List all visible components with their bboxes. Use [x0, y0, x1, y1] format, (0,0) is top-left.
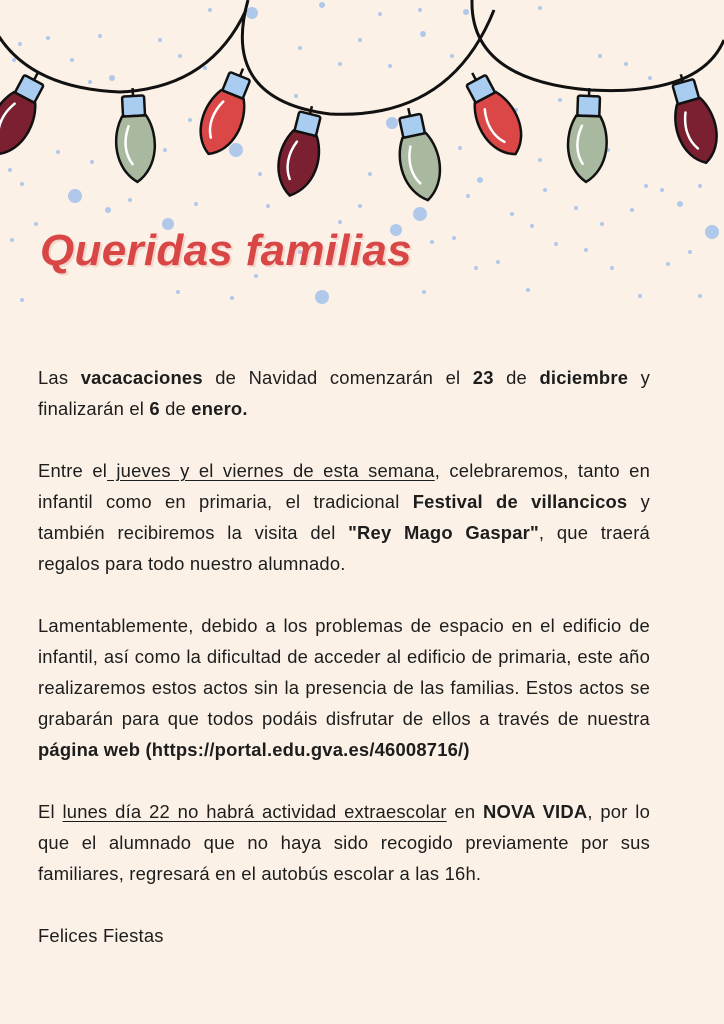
paragraph-festival: Entre el jueves y el viernes de esta semana, celebraremos, tanto en infantil como en primaria, el tradicional Festival de villancicos y también recibiremos la visita del "Rey Mago Gaspar", que traerá regalos para todo nuestro alumnado.	[38, 460, 650, 574]
bulb-green-1	[113, 87, 156, 183]
website-reference: página web (https://portal.edu.gva.es/46008716/)	[38, 739, 470, 760]
bulb-dark-red-1	[0, 64, 55, 163]
underlined-notice: lunes día 22 no habrá actividad extraescolar	[62, 801, 447, 822]
closing-greeting: Felices Fiestas	[38, 925, 164, 946]
bulb-green-2	[389, 104, 446, 204]
garland-wire	[0, 0, 724, 114]
letter-body	[38, 362, 650, 982]
bulb-green-3	[567, 87, 609, 182]
paragraph-holidays: Las vacacaciones de Navidad comenzarán el 23 de diciembre y finalizarán el 6 de enero.	[38, 367, 651, 419]
bulb-dark-red-2	[271, 102, 331, 201]
paragraph-no-families: Lamentablemente, debido a los problemas de espacio en el edificio de infantil, así como la dificultad de acceder al edificio de primaria, este año realizaremos estos actos sin la presencia de las familias. Estos actos se grabarán para que todos podáis disfrutar de ellos a través de nuestra página web (https://portal.edu.gva.es/46008716/)	[38, 615, 650, 760]
bulb-red-2	[455, 64, 532, 163]
bulb-red-1	[191, 61, 261, 161]
christmas-lights-garland	[0, 0, 724, 330]
paragraph-extracurricular: El lunes día 22 no habrá actividad extraescolar en NOVA VIDA, por lo que el alumnado que no haya sido recogido previamente por sus familiares, regresará en el autobús escolar a las 16h.	[38, 801, 650, 884]
page-title: Queridas familias	[40, 226, 412, 275]
underlined-dates: jueves y el viernes de esta semana	[107, 460, 435, 481]
